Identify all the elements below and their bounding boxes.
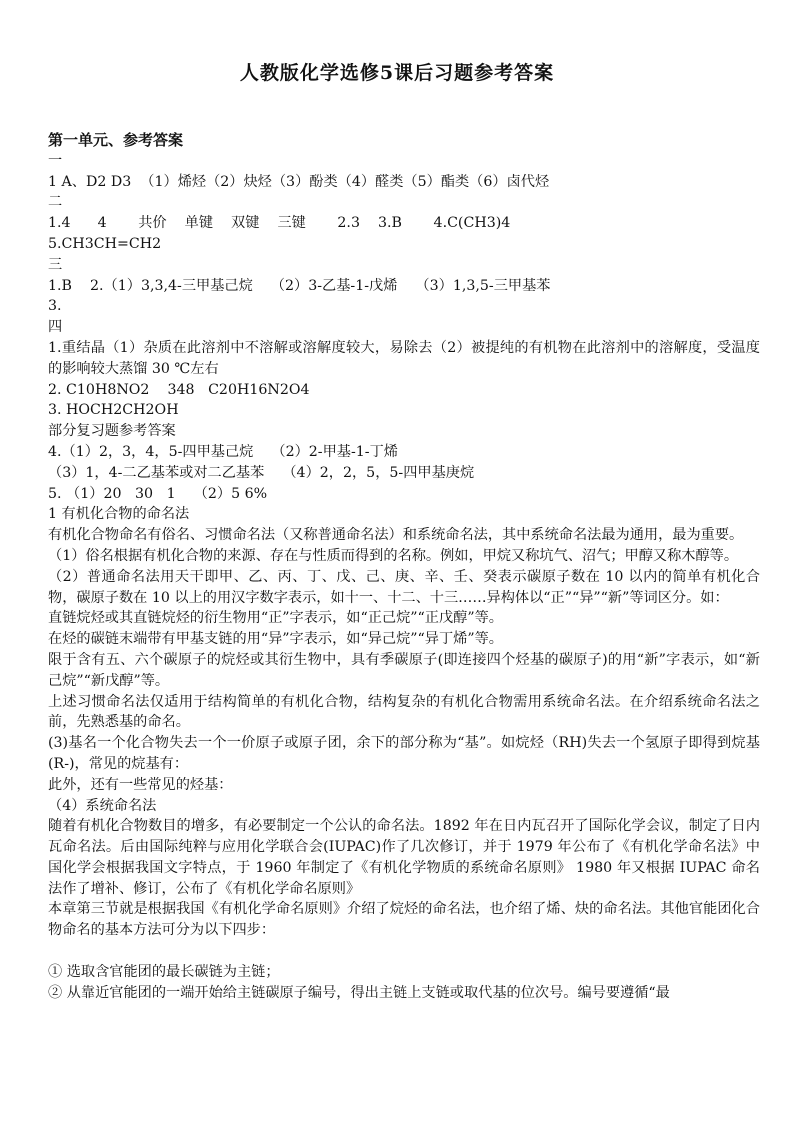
text-line: 1.4 4 共价 单键 双键 三键 2.3 3.B 4.C(CH3)4 [48, 215, 511, 232]
text-line: 有机化合物命名有俗名、习惯命名法（又称普通命名法）和系统命名法，其中系统命名法最为通用，最为重要。 [48, 527, 744, 544]
text-line: 2. C10H8NO2 348 C20H16N2O4 [48, 381, 310, 398]
text-line: 一 [48, 152, 63, 169]
text-line: (3)基名一个化合物失去一个一价原子或原子团，余下的部分称为“基”。如烷烃（RH)失去一个氢原子即得到烷基(R-)，常见的烷基有： [48, 735, 760, 772]
text-line: 1 A、D2 D3 （1）烯烃（2）炔烃（3）酚类（4）醛类（5）酯类（6）卤代烃 [48, 173, 550, 190]
text-line: 上述习惯命名法仅适用于结构简单的有机化合物，结构复杂的有机化合物需用系统命名法。在介绍系统命名法之前，先熟悉基的命名。 [48, 693, 760, 731]
text-line: 5. （1）20 30 1 （2）5 6% [48, 485, 268, 502]
text-line: （3）1，4-二乙基苯或对二乙基苯 （4）2，2，5，5-四甲基庚烷 [48, 464, 475, 481]
text-line: 在烃的碳链末端带有甲基支链的用“异”字表示，如“异己烷”“异丁烯”等。 [48, 631, 503, 648]
text-line: 4.（1）2，3，4，5-四甲基己烷 （2）2-甲基-1-丁烯 [48, 443, 398, 460]
text-line: （2）普通命名法用天干即甲、乙、丙、丁、戊、己、庚、辛、壬、癸表示碳原子数在 10 以内的简单有机化合物，碳原子数在 10 以上的用汉字数字表示，如十一、十二、十三……异构体以“正”“异”“新”等词区分。如： [48, 568, 760, 606]
text-line: 1 有机化合物的命名法 [48, 506, 190, 523]
text-line: 限于含有五、六个碳原子的烷烃或其衍生物中，具有季碳原子(即连接四个烃基的碳原子)的用“新”字表示，如“新己烷”“新戊醇”等。 [48, 651, 760, 689]
text-line: 1.B 2.（1）3,3,4-三甲基己烷 （2）3-乙基-1-戊烯 （3）1,3,5-三甲基苯 [48, 277, 551, 294]
blank-line [48, 941, 760, 962]
text-line: 四 [48, 319, 63, 336]
text-line: 本章第三节就是根据我国《有机化学命名原则》介绍了烷烃的命名法，也介绍了烯、炔的命名法。其他官能团化合物命名的基本方法可分为以下四步： [48, 901, 760, 939]
text-line: 此外，还有一些常见的烃基： [48, 776, 233, 793]
text-line: 直链烷烃或其直链烷烃的衍生物用“正”字表示，如“正己烷”“正戊醇”等。 [48, 610, 503, 627]
page-title: 人教版化学选修5课后习题参考答案 [239, 62, 555, 84]
text-line: （1）俗名根据有机化合物的来源、存在与性质而得到的名称。例如，甲烷又称坑气、沼气；甲醇又称木醇等。 [48, 547, 739, 564]
text-line: 随着有机化合物数目的增多，有必要制定一个公认的命名法。1892 年在日内瓦召开了国际化学会议，制定了日内瓦命名法。后由国际纯粹与应用化学联合会(IUPAC)作了几次修订，并于 1979 年公布了《有机化学命名法》中国化学会根据我国文字特点，于 1960 年制定了《有机化学物质的系统命名原则》 1980 年又根据 IUPAC 命名法作了增补、修订，公布了《有机化学命名原则》 [48, 818, 760, 897]
text-line: （4）系统命名法 [48, 797, 157, 814]
text-line: 3. [48, 298, 62, 315]
text-line: 5.CH3CH=CH2 [48, 235, 162, 252]
text-line: 3. HOCH2CH2OH [48, 402, 179, 419]
section-heading: 第一单元、参考答案 [48, 131, 184, 149]
text-line: 二 [48, 194, 63, 211]
text-line: 1.重结晶（1）杂质在此溶剂中不溶解或溶解度较大，易除去（2）被提纯的有机物在此溶剂中的溶解度，受温度的影响较大蒸馏 30 ℃左右 [48, 339, 760, 377]
text-line: 部分复习题参考答案 [48, 423, 176, 440]
text-line: 三 [48, 256, 63, 273]
document-body [48, 130, 760, 1003]
text-line: ① 选取含官能团的最长碳链为主链； [48, 963, 280, 980]
text-line: ② 从靠近官能团的一端开始给主链碳原子编号，得出主链上支链或取代基的位次号。编号要遵循“最 [48, 984, 670, 1001]
